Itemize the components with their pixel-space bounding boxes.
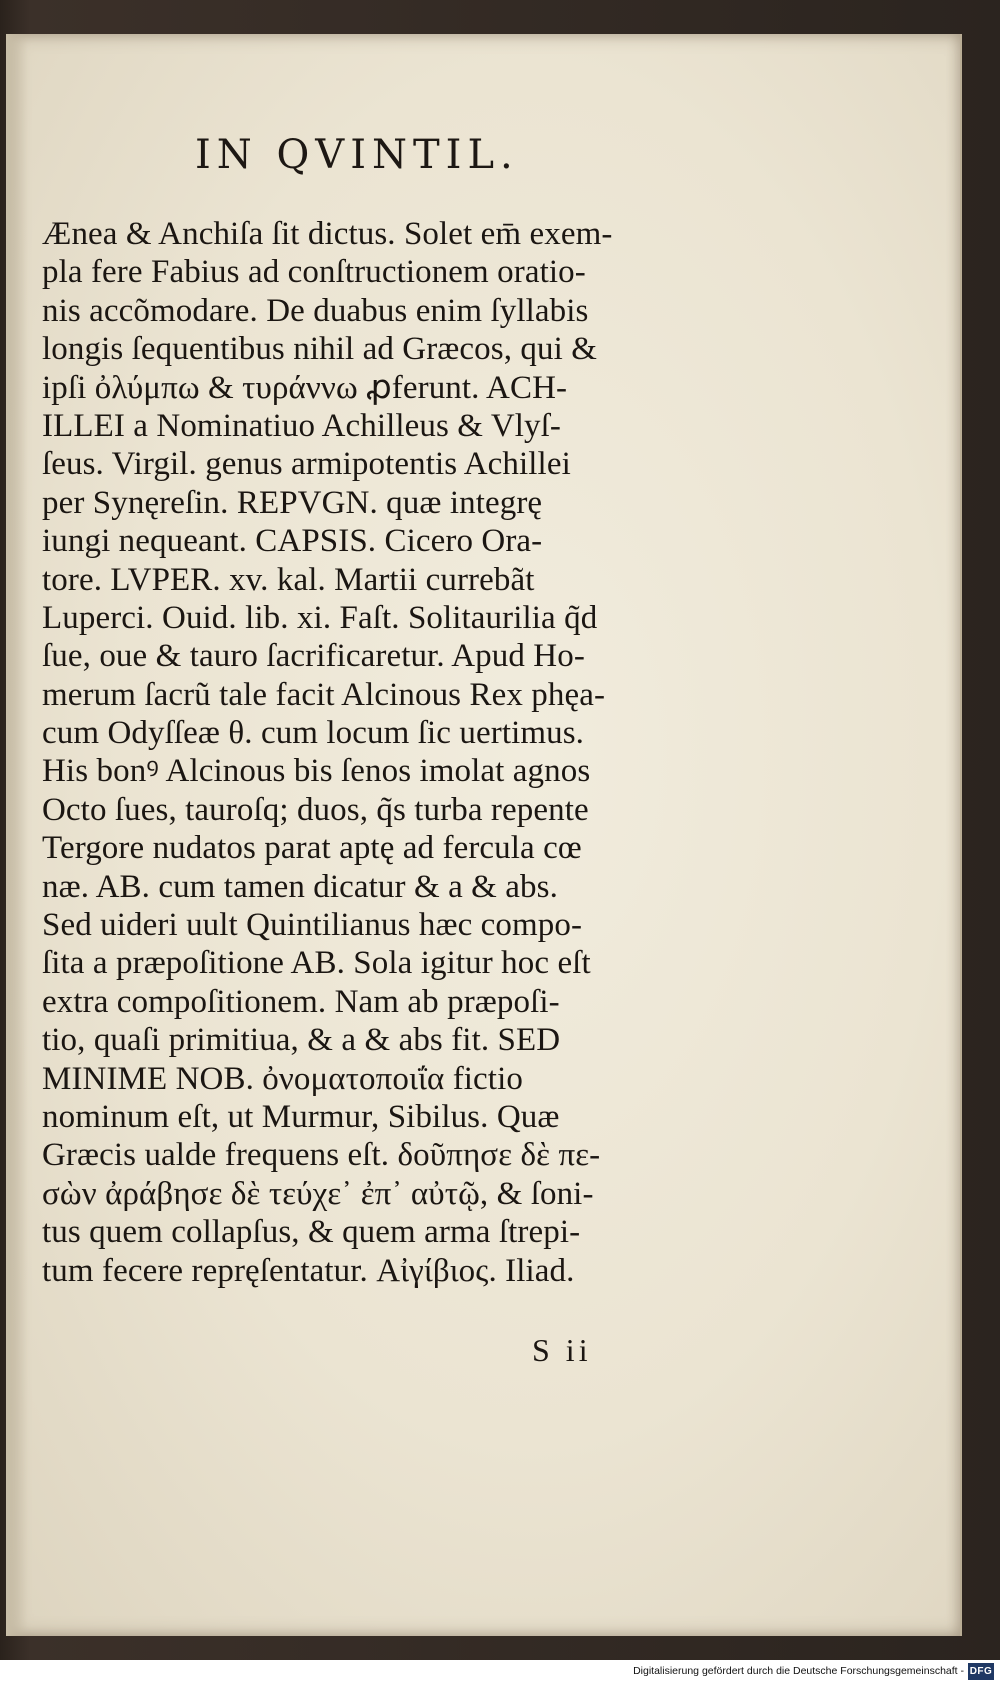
signature-mark: S ii bbox=[532, 1332, 592, 1368]
text-line: His bonꝰ Alcinous bis ſenos imolat agnos bbox=[42, 753, 591, 790]
text-line: tio, quaſi primitiua, & a & abs fit. SED bbox=[42, 1022, 561, 1059]
text-line: tum fecere repręſentatur. Αἰγίβιος. Iliad. bbox=[42, 1252, 575, 1289]
text-line: ſue, oue & tauro ſacrificaretur. Apud Ho- bbox=[42, 638, 585, 675]
running-head: IN QVINTIL. bbox=[195, 132, 519, 178]
text-line: merum ſacrũ tale facit Alcinous Rex phęa- bbox=[42, 676, 606, 713]
text-line: per Synęreſin. REPVGN. quæ integrę bbox=[42, 484, 543, 521]
text-line: extra compoſitionem. Nam ab præpoſi- bbox=[42, 983, 560, 1020]
text-line: σὼν ἀράβησε δὲ τεύχε᾽ ἐπ᾽ αὐτῷ, & ſoni- bbox=[42, 1175, 594, 1212]
text-line: ILLEI a Nominatiuo Achilleus & Vlyſ- bbox=[42, 407, 561, 444]
text-line: cum Odyſſeæ θ. cum locum ſic uertimus. bbox=[42, 715, 585, 752]
dfg-logo: DFG bbox=[968, 1663, 994, 1680]
text-line: Luperci. Ouid. lib. xi. Faſt. Solitaurilia q̃d bbox=[42, 599, 598, 636]
funding-credit: Digitalisierung gefördert durch die Deutsche Forschungsgemeinschaft - bbox=[633, 1665, 964, 1677]
body-text bbox=[42, 215, 682, 1290]
text-line: Græcis ualde frequens eſt. δοῦπησε δὲ πε- bbox=[42, 1137, 601, 1174]
text-line: Tergore nudatos parat aptę ad fercula cœ bbox=[42, 830, 582, 867]
text-line: pla fere Fabius ad conſtructionem oratio- bbox=[42, 254, 586, 291]
text-line: tore. LVPER. xv. kal. Martii currebãt bbox=[42, 561, 535, 598]
text-line: MINIME NOB. ὀνοματοποιΐα fictio bbox=[42, 1060, 523, 1097]
text-line: Sed uideri uult Quintilianus hæc compo- bbox=[42, 907, 583, 944]
text-line: ſita a præpoſitione AB. Sola igitur hoc eſt bbox=[42, 945, 591, 982]
text-line: næ. AB. cum tamen dicatur & a & abs. bbox=[42, 868, 558, 905]
text-line: tus quem collapſus, & quem arma ſtrepi- bbox=[42, 1214, 581, 1251]
text-line: Octo ſues, tauroſq; duos, q̃s turba repente bbox=[42, 791, 589, 828]
text-line: ſeus. Virgil. genus armipotentis Achillei bbox=[42, 446, 571, 483]
text-line: nominum eſt, ut Murmur, Sibilus. Quæ bbox=[42, 1098, 560, 1135]
text-line: iungi nequeant. CAPSIS. Cicero Ora- bbox=[42, 523, 543, 560]
digitization-footer bbox=[0, 1660, 1000, 1684]
text-line: longis ſequentibus nihil ad Græcos, qui & bbox=[42, 331, 597, 368]
text-line: ipſi ὀλύμπω & τυράννω ꝓferunt. ACH- bbox=[42, 369, 568, 406]
text-line: nis accõmodare. De duabus enim ſyllabis bbox=[42, 292, 589, 329]
text-line: Ænea & Anchiſa ſit dictus. Solet em̄ exem- bbox=[42, 216, 613, 252]
page-gutter-shadow bbox=[6, 34, 28, 1636]
